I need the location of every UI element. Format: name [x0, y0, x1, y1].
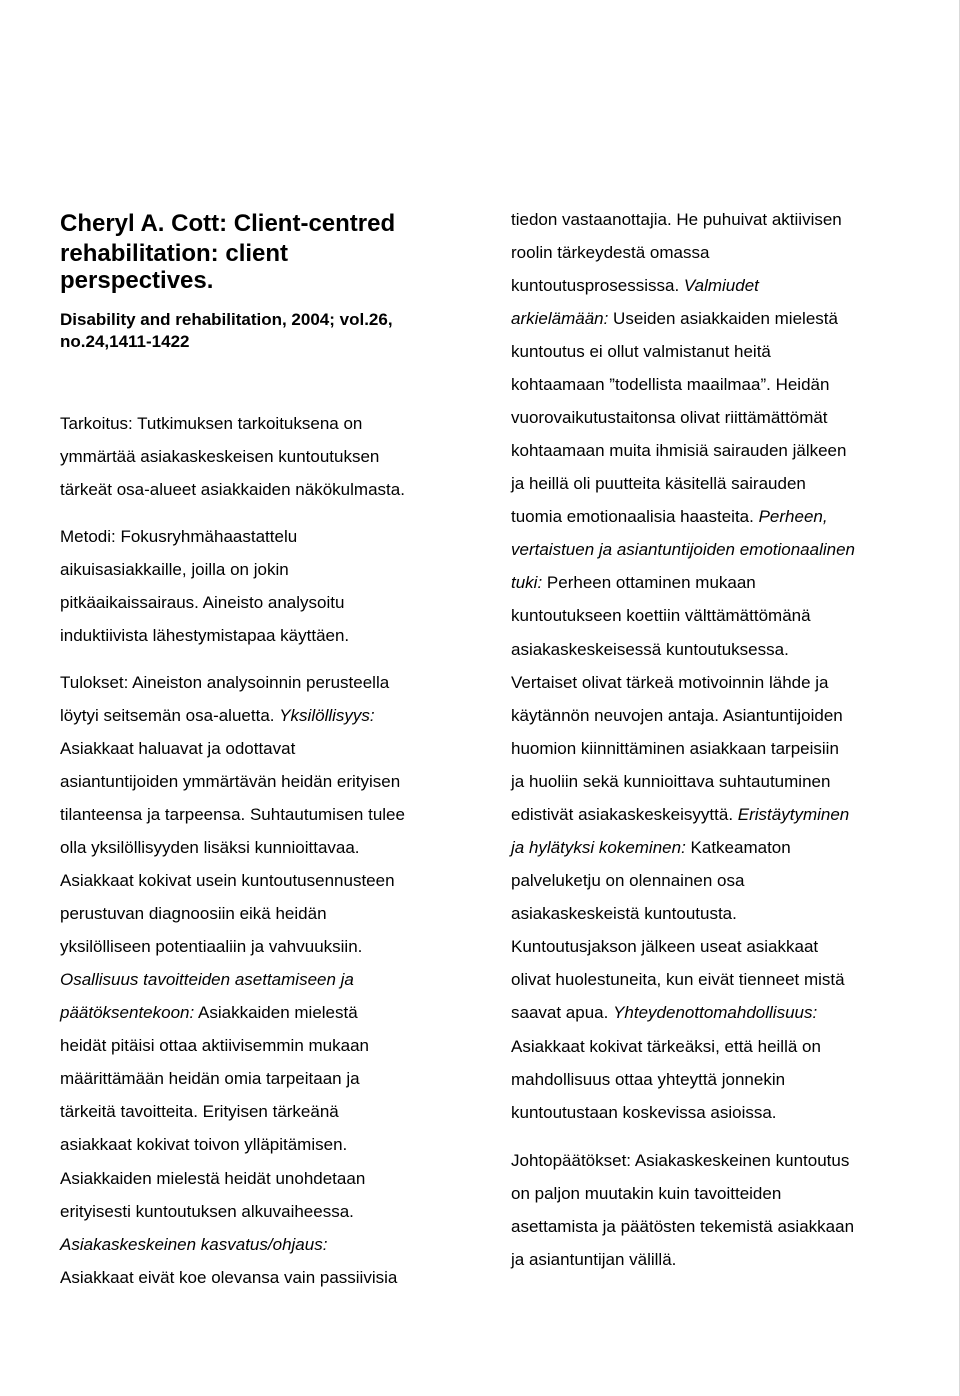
left-body-line — [60, 936, 362, 958]
text-run: mahdollisuus ottaa yhteyttä jonnekin — [511, 1070, 786, 1089]
text-run: Perheen ottaminen mukaan — [542, 573, 756, 592]
right-body-line — [511, 903, 737, 925]
left-body-line — [60, 559, 289, 581]
italic-text: tuki: — [511, 573, 543, 592]
left-body-line — [60, 672, 389, 694]
left-body-line — [60, 969, 354, 991]
left-body-line — [60, 479, 405, 501]
left-body-line — [60, 837, 360, 859]
text-run: Asiakkaat haluavat ja odottavat — [60, 739, 296, 758]
left-body-line — [60, 870, 395, 892]
text-run: roolin tärkeydestä omassa — [511, 243, 710, 262]
left-body-line — [60, 1134, 347, 1156]
text-run: edistivät asiakaskeskeisyyttä. — [511, 805, 738, 824]
text-run: määrittämään heidän omia tarpeitaan ja — [60, 1069, 360, 1088]
text-run: Kuntoutusjakson jälkeen useat asiakkaat — [511, 937, 819, 956]
right-body-line — [511, 440, 846, 462]
text-run: asiakkaat kokivat toivon ylläpitämisen. — [60, 1135, 348, 1154]
right-body-line — [511, 308, 838, 330]
text-run: Metodi: Fokusryhmähaastattelu — [60, 527, 298, 546]
left-body-line — [60, 1168, 365, 1190]
text-run: tilanteensa ja tarpeensa. Suhtautumisen tulee — [60, 805, 405, 824]
text-run: löytyi seitsemän osa-aluetta. — [60, 706, 280, 725]
text-run: induktiivista lähestymistapaa käyttäen. — [60, 626, 350, 645]
citation-line-2: no.24,1411-1422 — [60, 332, 190, 351]
right-body-line — [511, 738, 839, 760]
article-title-line-2: rehabilitation: client — [60, 240, 289, 267]
italic-text: Asiakaskeskeinen kasvatus/ohjaus: — [60, 1235, 328, 1254]
right-body-line — [511, 572, 756, 594]
text-run: olivat huolestuneita, kun eivät tienneet mistä — [511, 970, 845, 989]
text-run: palveluketju on olennainen osa — [511, 871, 745, 890]
italic-text: vertaistuen ja asiantuntijoiden emotionaalinen — [511, 540, 856, 559]
right-body-line — [511, 870, 744, 892]
left-body-line — [60, 1068, 360, 1090]
text-run: erityisesti kuntoutuksen alkuvaiheessa. — [60, 1202, 354, 1221]
text-run: Asiakkaiden mielestä heidät unohdetaan — [60, 1169, 366, 1188]
italic-text: päätöksentekoon: — [60, 1003, 195, 1022]
left-body-line — [60, 526, 297, 548]
left-body-line — [60, 1002, 358, 1024]
left-body-line — [60, 804, 405, 826]
right-body-line — [511, 275, 759, 297]
right-body-line — [511, 473, 806, 495]
right-body-line — [511, 341, 771, 363]
text-run: kohtaamaan muita ihmisiä sairauden jälkeen — [511, 441, 847, 460]
italic-text: Eristäytyminen — [737, 805, 850, 824]
text-run: Asiakkaat eivät koe olevansa vain passiivisia — [60, 1268, 398, 1287]
text-run: kuntoutus ei ollut valmistanut heitä — [511, 342, 771, 361]
italic-text: Yhteydenottomahdollisuus: — [613, 1003, 818, 1022]
text-run: huomion kiinnittäminen asiakkaan tarpeisiin — [511, 739, 839, 758]
left-body-line — [60, 1267, 397, 1289]
text-run: asettamista ja päätösten tekemistä asiakkaan — [511, 1217, 855, 1236]
text-run: heidät pitäisi ottaa aktiivisemmin mukaan — [60, 1036, 369, 1055]
text-run: Asiakkaat kokivat tärkeäksi, että heillä on — [511, 1037, 821, 1056]
right-body-line — [511, 242, 709, 264]
right-body-line — [511, 936, 818, 958]
text-run: tärkeitä tavoitteita. Erityisen tärkeänä — [60, 1102, 339, 1121]
text-run: Useiden asiakkaiden mielestä — [608, 309, 838, 328]
italic-text: arkielämään: — [511, 309, 609, 328]
right-body-line — [511, 1069, 785, 1091]
text-run: asiakaskeskeistä kuntoutusta. — [511, 904, 737, 923]
text-run: perustuvan diagnoosiin eikä heidän — [60, 904, 327, 923]
right-body-line — [511, 1150, 849, 1172]
italic-text: Osallisuus tavoitteiden asettamiseen ja — [60, 970, 354, 989]
article-title-line-3: perspectives. — [60, 267, 214, 294]
text-run: Asiakkaat kokivat usein kuntoutusennusteen — [60, 871, 395, 890]
text-run: saavat apua. — [511, 1003, 614, 1022]
right-body-line — [511, 771, 830, 793]
left-body-line — [60, 705, 375, 727]
text-run: käytännön neuvojen antaja. Asiantuntijoiden — [511, 706, 843, 725]
text-run: on paljon muutakin kuin tavoitteiden — [511, 1184, 782, 1203]
right-body-line — [511, 539, 855, 561]
text-run: tiedon vastaanottajia. He puhuivat aktiivisen — [511, 210, 842, 229]
right-body-line — [511, 672, 829, 694]
right-body-line — [511, 639, 789, 661]
left-body-line — [60, 903, 327, 925]
text-run: kohtaamaan ”todellista maailmaa”. Heidän — [511, 375, 830, 394]
text-run: ymmärtää asiakaskeskeisen kuntoutuksen — [60, 447, 380, 466]
text-run: olla yksilöllisyyden lisäksi kunnioittavaa. — [60, 838, 360, 857]
left-body-line — [60, 738, 295, 760]
right-body-line — [511, 374, 829, 396]
text-run: tärkeät osa-alueet asiakkaiden näkökulmasta. — [60, 480, 405, 499]
citation-line-1: Disability and rehabilitation, 2004; vol.26, — [60, 310, 393, 329]
text-run: aikuisasiakkaille, joilla on jokin — [60, 560, 289, 579]
text-run: ja heillä oli puutteita käsitellä sairauden — [511, 474, 806, 493]
italic-text: Valmiudet — [683, 276, 759, 295]
text-run: kuntoutusprosessissa. — [511, 276, 684, 295]
right-body-line — [511, 1249, 676, 1271]
left-body-line — [60, 1234, 327, 1256]
left-body-line — [60, 1201, 354, 1223]
left-body-line — [60, 1101, 339, 1123]
right-body-line — [511, 1102, 777, 1124]
text-run: Johtopäätökset: Asiakaskeskeinen kuntoutus — [511, 1151, 850, 1170]
text-run: Asiakkaiden mielestä — [194, 1003, 358, 1022]
right-body-line — [511, 837, 791, 859]
right-body-line — [511, 1002, 817, 1024]
text-run: tuomia emotionaalisia haasteita. — [511, 507, 759, 526]
text-run: Tulokset: Aineiston analysoinnin perusteella — [60, 673, 390, 692]
text-run: Vertaiset olivat tärkeä motivoinnin lähde ja — [511, 673, 829, 692]
text-run: asiantuntijoiden ymmärtävän heidän erityisen — [60, 772, 401, 791]
left-body-line — [60, 592, 344, 614]
article-title-line-1: Cheryl A. Cott: Client-centred — [60, 210, 396, 237]
text-run: kuntoutukseen koettiin välttämättömänä — [511, 606, 811, 625]
right-body-line — [511, 969, 845, 991]
right-body-line — [511, 804, 849, 826]
right-body-line — [511, 407, 828, 429]
right-body-line — [511, 1216, 854, 1238]
italic-text: Yksilöllisyys: — [279, 706, 375, 725]
right-body-line — [511, 506, 828, 528]
right-body-line — [511, 605, 811, 627]
text-run: vuorovaikutustaitonsa olivat riittämättömät — [511, 408, 828, 427]
text-run: Katkeamaton — [685, 838, 791, 857]
left-body-line — [60, 771, 400, 793]
text-run: pitkäaikaissairaus. Aineisto analysoitu — [60, 593, 345, 612]
left-body-line — [60, 446, 379, 468]
text-run: ja asiantuntijan välillä. — [511, 1250, 677, 1269]
text-run: Tarkoitus: Tutkimuksen tarkoituksena on — [60, 414, 363, 433]
italic-text: ja hylätyksi kokeminen: — [511, 838, 686, 857]
text-run: ja huoliin sekä kunnioittava suhtautuminen — [511, 772, 831, 791]
left-body-line — [60, 1035, 369, 1057]
text-run: asiakaskeskeisessä kuntoutuksessa. — [511, 640, 789, 659]
right-body-line — [511, 209, 842, 231]
right-body-line — [511, 1036, 821, 1058]
right-body-line — [511, 705, 843, 727]
left-body-line — [60, 413, 362, 435]
right-body-line — [511, 1183, 781, 1205]
italic-text: Perheen, — [758, 507, 828, 526]
text-run: kuntoutustaan koskevissa asioissa. — [511, 1103, 777, 1122]
left-body-line — [60, 625, 349, 647]
text-run: yksilölliseen potentiaaliin ja vahvuuksiin. — [60, 937, 363, 956]
